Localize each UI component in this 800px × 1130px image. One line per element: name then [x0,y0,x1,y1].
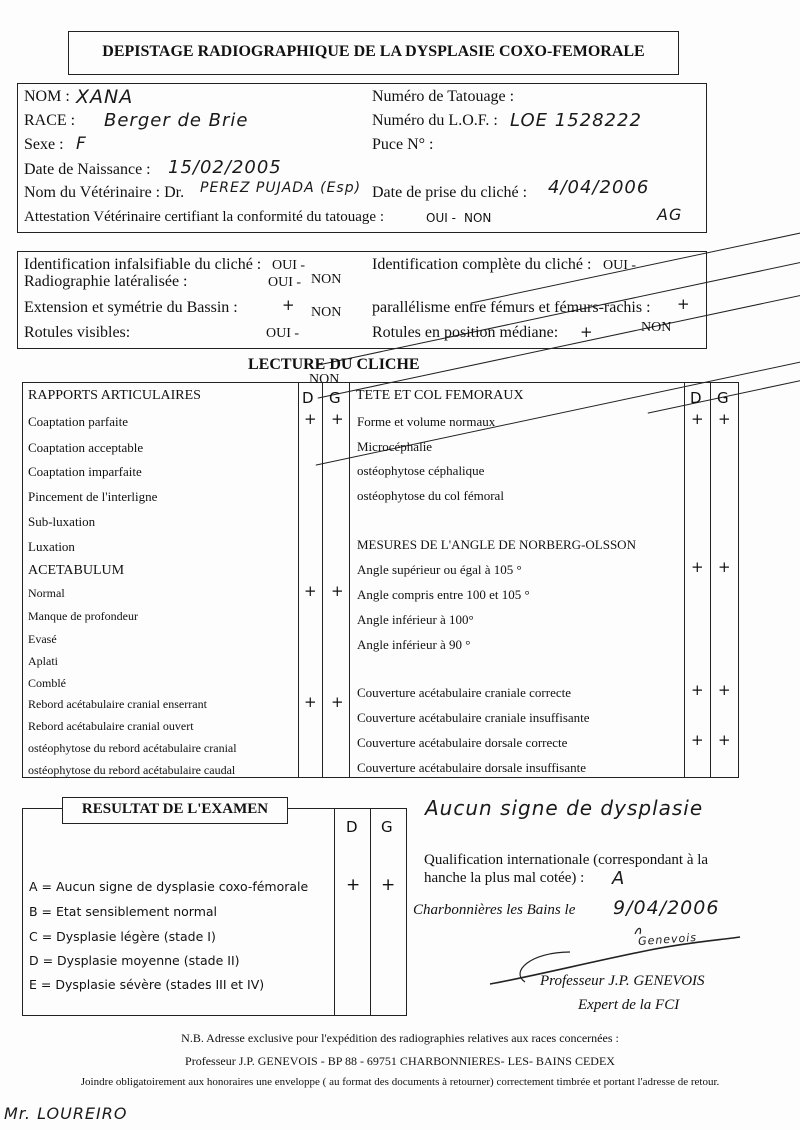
qualification-value: A [612,868,626,889]
left-header: RAPPORTS ARTICULAIRES [28,388,201,403]
lecture-left-row-g: + [331,693,344,711]
lecture-left-row-d: + [304,693,317,711]
identification-non: NON [311,272,800,288]
complete-non: NON [641,320,800,336]
lecture-right-row-g: + [718,558,731,576]
lecture-right-row-d: + [691,681,704,699]
naissance-value: 15/02/2005 [168,157,282,178]
lecture-right-row-g: + [718,731,731,749]
cliche-date-label: Date de prise du cliché : [372,184,528,201]
result-row-label: E = Dysplasie sévère (stades III et IV) [29,977,265,992]
lecture-left-row-label: Sub-luxation [28,514,96,529]
mediane-label: Rotules en position médiane: [372,324,559,341]
sexe-value: F [76,134,87,154]
complete-oui: OUI - [603,258,637,273]
veterinaire-label: Nom du Vétérinaire : Dr. [24,184,185,201]
cliche-date-value: 4/04/2006 [548,177,650,198]
identification-label: Identification infalsifiable du cliché : [24,256,262,273]
result-col-g: G [381,818,393,836]
lecture-left-row-g: + [331,410,344,428]
lecture-right-row-g: + [718,681,731,699]
lecture-right-row-label: Angle inférieur à 100° [357,612,474,627]
lecture-right-row-label: Angle compris entre 100 et 105 ° [357,587,530,602]
lecture-right-row-label: Couverture acétabulaire craniale insuffisante [357,710,590,725]
rotules-oui: OUI - [266,326,300,341]
result-row-label: C = Dysplasie légère (stade I) [29,929,216,944]
lecture-left-row-label: Aplati [28,654,58,668]
right-col-d: D [690,389,702,407]
initials: AG [657,205,683,224]
lecture-left-row-label: Normal [28,586,65,600]
lof-value: LOE 1528222 [510,110,642,131]
lecture-right-row-label: ostéophytose céphalique [357,463,485,478]
lecture-right-row-d: + [691,410,704,428]
lecture-right-row-label: MESURES DE L'ANGLE DE NORBERG-OLSSON [357,537,636,552]
veterinaire-value: PEREZ PUJADA (Esp) [200,180,362,196]
parallelisme-mark: + [677,295,690,313]
lecture-right-row-label: ostéophytose du col fémoral [357,488,504,503]
lecture-left-row-label: Coaptation imparfaite [28,464,142,479]
footer-line1: N.B. Adresse exclusive pour l'expédition des radiographies relatives aux races concernées : [181,1031,619,1045]
attestation-oui: OUI - [426,211,456,225]
lecture-left-row-label: ostéophytose du rebord acétabulaire cranial [28,741,237,755]
place-label: Charbonnières les Bains le [413,902,576,918]
puce-label: Puce N° : [372,136,434,153]
expert-name: Professeur J.P. GENEVOIS [540,973,705,989]
lecture-left-row-label: Comblé [28,676,66,690]
rotules-label: Rotules visibles: [24,324,131,341]
handwritten-note: Aucun signe de dysplasie [425,796,704,820]
lecture-left-row-label: Rebord acétabulaire cranial ouvert [28,719,194,733]
lecture-right-row-d: + [691,558,704,576]
lecture-left-row-g: + [331,582,344,600]
expert-title: Expert de la FCI [578,997,680,1013]
left-col-g: G [329,389,341,407]
right-col-g: G [717,389,729,407]
attestation-non: NON [464,211,800,225]
complete-label: Identification complète du cliché : [372,256,592,273]
lecture-right-row-g: + [718,410,731,428]
tatouage-label: Numéro de Tatouage : [372,88,515,105]
qualification-line2: hanche la plus mal cotée) : [424,870,585,886]
lecture-left-row-label: Coaptation parfaite [28,414,128,429]
footer-line3: Joindre obligatoirement aux honoraires une enveloppe ( au format des documents à retourner) correctement timbrée et portant l'adresse de retour. [80,1076,720,1088]
footer-line2: Professeur J.P. GENEVOIS - BP 88 - 69751 CHARBONNIERES- LES- BAINS CEDEX [185,1054,615,1068]
result-row-g: + [381,875,396,895]
lof-label: Numéro du L.O.F. : [372,112,498,129]
lecture-right-row-d: + [691,731,704,749]
result-row-label: D = Dysplasie moyenne (stade II) [29,953,240,968]
lecture-left-row-label: ACETABULUM [28,563,125,578]
result-title: RESULTAT DE L'EXAMEN [81,801,269,817]
race-value: Berger de Brie [104,110,249,131]
footer-handwritten: Mr. LOUREIRO [4,1104,128,1123]
result-col-d: D [346,818,358,836]
lecture-right-row-label: Couverture acétabulaire dorsale correcte [357,735,568,750]
signature: Genevois [637,930,698,949]
nom-label: NOM : [24,88,70,105]
place-date: 9/04/2006 [613,897,720,919]
race-label: RACE : [24,112,76,129]
lecture-left-row-d: + [304,582,317,600]
extension-label: Extension et symétrie du Bassin : [24,299,238,316]
attestation-label: Attestation Vétérinaire certifiant la conformité du tatouage : [24,209,384,225]
mediane-mark: + [580,323,593,341]
lecture-right-row-label: Microcéphalie [357,439,433,454]
lecture-right-row-label: Angle supérieur ou égal à 105 ° [357,562,522,577]
laterale-non: NON [311,305,800,321]
lecture-left-row-label: Evasé [28,632,57,646]
laterale-oui: OUI - [268,275,302,290]
identification-oui: OUI - [272,258,306,273]
lecture-right-row-label: Angle inférieur à 90 ° [357,637,471,652]
lecture-left-row-label: Coaptation acceptable [28,440,144,455]
lecture-left-row-d: + [304,410,317,428]
lecture-right-row-label: Couverture acétabulaire craniale correcte [357,685,571,700]
lecture-title: LECTURE DU CLICHE [248,356,420,373]
qualification-line1: Qualification internationale (correspondant à la [424,852,709,868]
result-row-d: + [346,875,361,895]
parallelisme-label: parallélisme entre fémurs et fémurs-rachis : [372,299,651,316]
extension-mark: + [282,296,295,314]
lecture-right-row-label: Forme et volume normaux [357,414,496,429]
lecture-left-row-label: Luxation [28,539,75,554]
sexe-label: Sexe : [24,136,64,153]
lecture-left-row-label: Rebord acétabulaire cranial enserrant [28,697,207,711]
rotules-non: NON [309,372,800,388]
right-header: TETE ET COL FEMORAUX [356,388,524,403]
result-row-label: A = Aucun signe de dysplasie coxo-fémorale [29,879,309,894]
lecture-left-row-label: ostéophytose du rebord acétabulaire caudal [28,763,236,777]
result-row-label: B = Etat sensiblement normal [29,904,218,919]
page-title: DEPISTAGE RADIOGRAPHIQUE DE LA DYSPLASIE COXO-FEMORALE [102,43,645,60]
nom-value: XANA [76,86,134,108]
lecture-right-row-label: Couverture acétabulaire dorsale insuffisante [357,760,586,775]
naissance-label: Date de Naissance : [24,161,151,178]
lecture-left-row-label: Pincement de l'interligne [28,489,158,504]
laterale-label: Radiographie latéralisée : [24,273,188,290]
left-col-d: D [302,389,314,407]
lecture-left-row-label: Manque de profondeur [28,609,138,623]
